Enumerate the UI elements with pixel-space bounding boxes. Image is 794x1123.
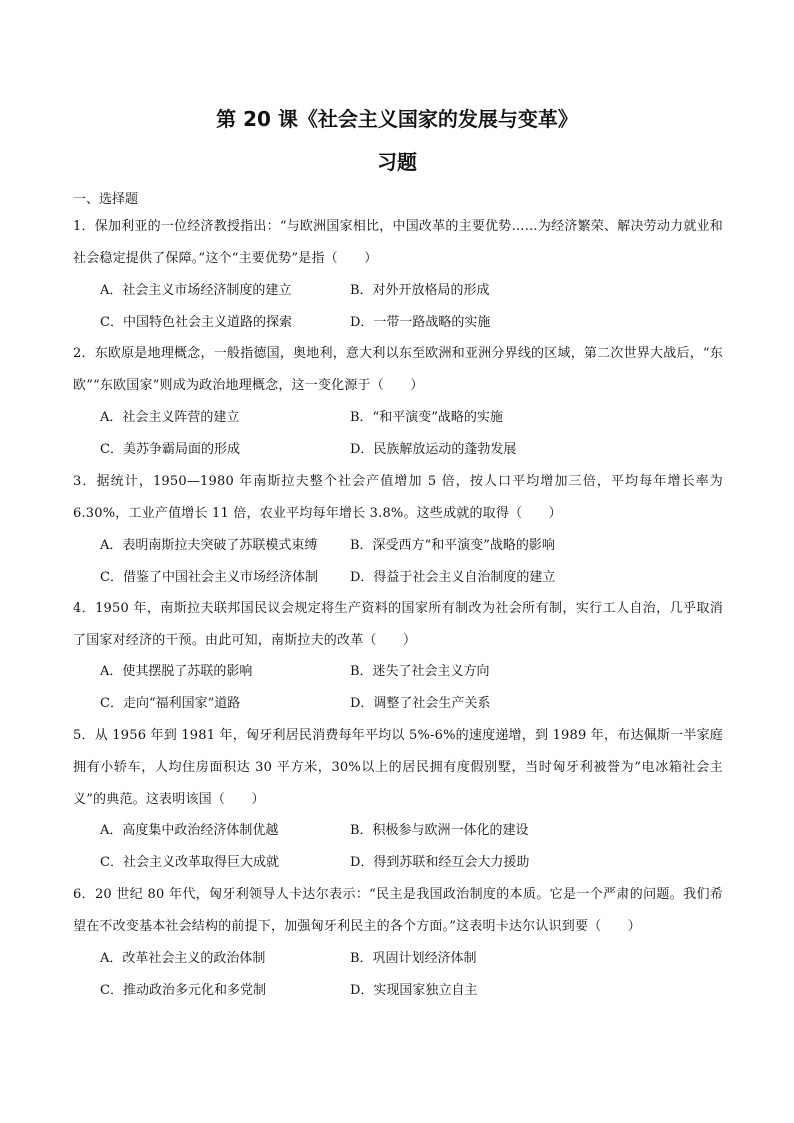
- question-5-option-a: A．高度集中政治经济体制优越: [100, 823, 279, 838]
- question-3-option-d: D．得益于社会主义自治制度的建立: [350, 570, 556, 585]
- question-5-stem: 5．从 1956 年到 1981 年，匈牙利居民消费每年平均以 5%-6%的速度递增，到 1989 年，布达佩斯一半家庭拥有小轿车，人均住房面积达 30 平方米，30%以上的居民拥有度假别墅，当时匈牙利被誉为“电冰箱社会主义”的典范。这表明该国（ ）: [73, 728, 723, 807]
- question-6-option-d: D．实现国家独立自主: [350, 983, 478, 998]
- question-3-option-a: A．表明南斯拉夫突破了苏联模式束缚: [100, 538, 318, 553]
- question-6-stem: 6．20 世纪 80 年代，匈牙利领导人卡达尔表示：“民主是我国政治制度的本质。它是一个严肃的问题。我们希望在不改变基本社会结构的前提下，加强匈牙利民主的各个方面。”这表明卡达尔认识到要（ ）: [73, 887, 723, 934]
- question-2-option-a: A．社会主义阵营的建立: [100, 410, 240, 425]
- question-6-option-a: A．改革社会主义的政治体制: [100, 951, 266, 966]
- question-4-option-b: B．迷失了社会主义方向: [350, 664, 490, 679]
- question-3-option-b: B．深受西方“和平演变”战略的影响: [350, 538, 555, 553]
- question-5-option-d: D．得到苏联和经互会大力援助: [350, 855, 530, 870]
- question-1-stem: 1．保加利亚的一位经济教授指出：“与欧洲国家相比，中国改革的主要优势……为经济繁荣、解决劳动力就业和社会稳定提供了保障。”这个“主要优势”是指（ ）: [73, 219, 723, 266]
- question-3-options: [100, 530, 720, 594]
- question-4-option-c: C．走向“福利国家”道路: [100, 696, 241, 711]
- question-5-option-c: C．社会主义改革取得巨大成就: [100, 855, 279, 870]
- question-3-stem: 3．据统计，1950—1980 年南斯拉夫整个社会产值增加 5 倍，按人口平均增加三倍，平均每年增长率为 6.30%，工业产值增长 11 倍，农业平均每年增长 3.8%。这些成就的取得（ ）: [73, 474, 723, 521]
- question-5-options: [100, 815, 720, 879]
- question-4-option-a: A．使其摆脱了苏联的影响: [100, 664, 253, 679]
- question-4-option-d: D．调整了社会生产关系: [350, 696, 491, 711]
- question-2-option-b: B．“和平演变”战略的实施: [350, 410, 503, 425]
- question-3-option-c: C．借鉴了中国社会主义市场经济体制: [100, 570, 318, 585]
- question-1-option-d: D．一带一路战略的实施: [350, 315, 491, 330]
- exercise-subtitle: 习题: [377, 150, 417, 174]
- section-heading: 一、选择题: [73, 192, 139, 207]
- question-1-option-c: C．中国特色社会主义道路的探索: [100, 315, 292, 330]
- question-5-option-b: B．积极参与欧洲一体化的建设: [350, 823, 529, 838]
- question-2-option-c: C．美苏争霸局面的形成: [100, 442, 240, 457]
- question-4-options: [100, 656, 720, 720]
- question-1-options: [100, 275, 720, 339]
- question-6-option-c: C．推动政治多元化和多党制: [100, 983, 266, 998]
- lesson-title: 第 20 课《社会主义国家的发展与变革》: [216, 107, 578, 131]
- question-2-option-d: D．民族解放运动的蓬勃发展: [350, 442, 517, 457]
- question-6-option-b: B．巩固计划经济体制: [350, 951, 477, 966]
- question-6-options: [100, 943, 720, 1007]
- question-2-stem: 2．东欧原是地理概念，一般指德国，奥地利，意大利以东至欧洲和亚洲分界线的区域，第二次世界大战后，“东欧”“东欧国家”则成为政治地理概念，这一变化源于（ ）: [73, 346, 723, 393]
- question-2-options: [100, 402, 720, 466]
- question-1-option-a: A．社会主义市场经济制度的建立: [100, 283, 292, 298]
- question-4-stem: 4．1950 年，南斯拉夫联邦国民议会规定将生产资料的国家所有制改为社会所有制，实行工人自治，几乎取消了国家对经济的干预。由此可知，南斯拉夫的改革（ ）: [73, 601, 723, 648]
- question-1-option-b: B．对外开放格局的形成: [350, 283, 490, 298]
